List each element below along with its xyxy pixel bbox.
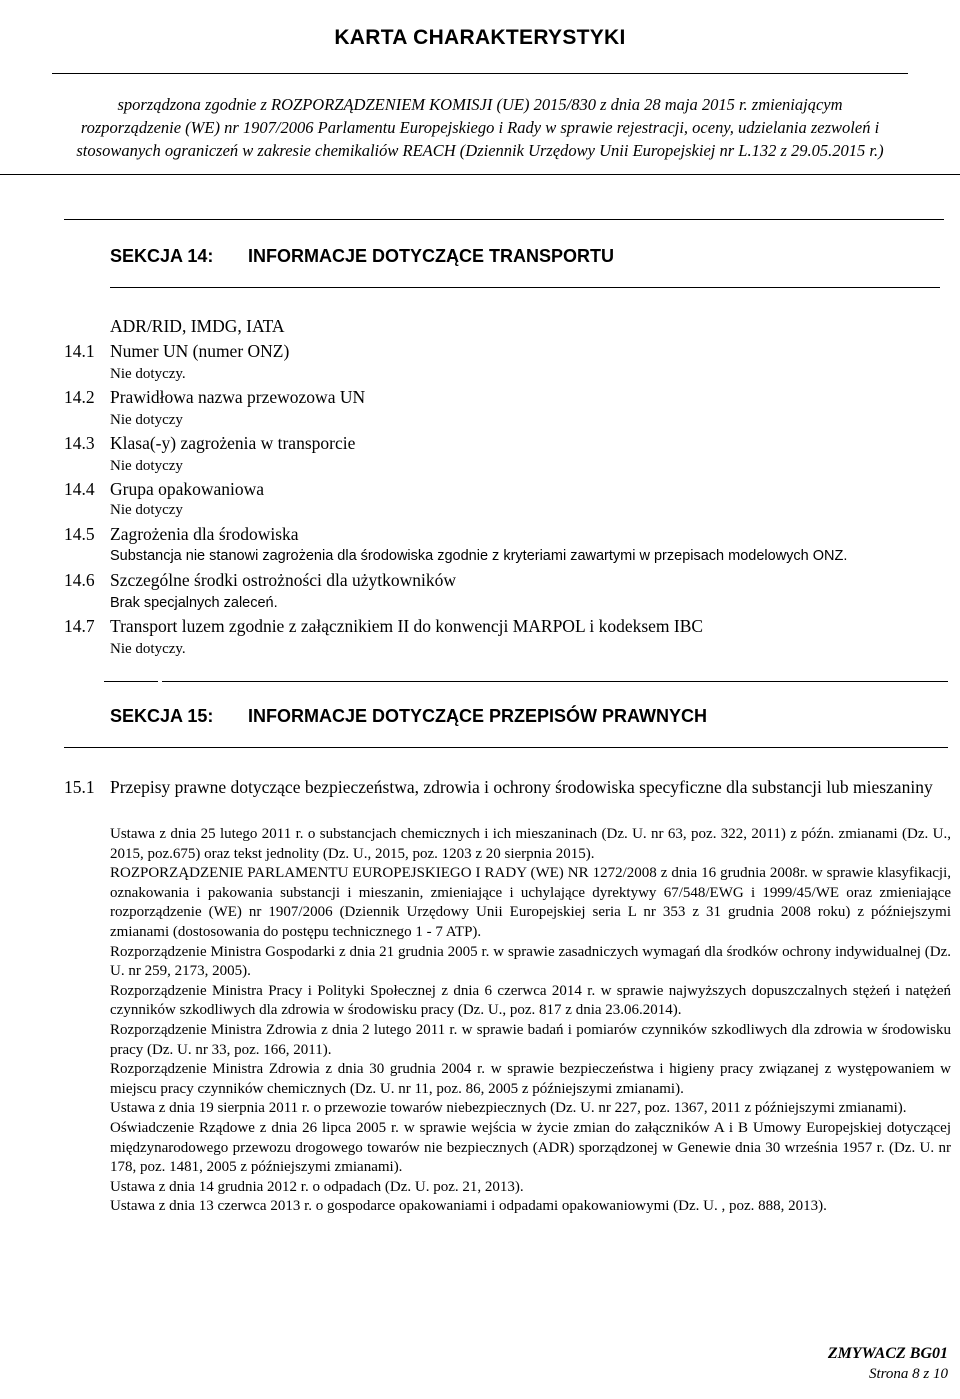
subsection-number: 15.1 — [64, 777, 95, 797]
section-divider — [110, 287, 940, 288]
subsection-label: Grupa opakowaniowa — [110, 479, 265, 499]
subsection-label: Transport luzem zgodnie z załącznikiem II do konwencji MARPOL i kodeksem IBC — [110, 616, 704, 636]
product-code: ZMYWACZ BG01 — [827, 1345, 948, 1362]
subsection-15-1 — [64, 776, 951, 798]
regulations-list — [110, 825, 951, 1217]
section-divider — [162, 681, 948, 682]
subsection-number: 14.4 — [64, 479, 95, 499]
header-rule — [52, 73, 908, 74]
subsection-value: Brak specjalnych zaleceń. — [110, 595, 278, 611]
header-subtitle-line: sporządzona zgodnie z ROZPORZĄDZENIEM KOMISJI (UE) 2015/830 z dnia 28 maja 2015 r. zmieniającym — [117, 95, 843, 114]
regulation-entry: Oświadczenie Rządowe z dnia 26 lipca 2005 r. w sprawie wejścia w życie zmian do załączników A i B Umowy Europejskiej dotyczącej międzynarodowego przewozu drogowego towarów nie bezpiecznych (ADR) sporządzonej w Genewie dnia 30 września 1957 r. (Dz. U. nr 178, poz. 1481, 2005 z późniejszymi zmianami). — [110, 1119, 951, 1176]
header-bottom-rule — [0, 174, 960, 175]
subsection-label: Klasa(-y) zagrożenia w transporcie — [110, 433, 356, 453]
subsection-14-7 — [64, 616, 703, 637]
subsection-label: Prawidłowa nazwa przewozowa UN — [110, 387, 366, 407]
subsection-number: 14.1 — [64, 341, 95, 361]
subsection-value: Nie dotyczy. — [110, 641, 186, 657]
subsection-value: Nie dotyczy — [110, 502, 183, 518]
subsection-label: Zagrożenia dla środowiska — [110, 524, 299, 544]
subsection-number: 14.6 — [64, 570, 95, 590]
regulation-entry: Rozporządzenie Ministra Zdrowia z dnia 30 grudnia 2004 r. w sprawie bezpieczeństwa i higieny pracy związanej z występowaniem w miejscu pracy czynników chemicznych (Dz. U. nr 11, poz. 86, 2005 z późniejszymi zmianami). — [110, 1061, 951, 1097]
subsection-label: Numer UN (numer ONZ) — [110, 341, 290, 361]
transport-regulations: ADR/RID, IMDG, IATA — [110, 316, 285, 336]
regulation-entry: Rozporządzenie Ministra Zdrowia z dnia 2 lutego 2011 r. w sprawie badań i pomiarów czynników szkodliwych dla zdrowia w środowisku pracy (Dz. U. nr 33, poz. 166, 2011). — [110, 1021, 951, 1058]
regulation-entry: Ustawa z dnia 25 lutego 2011 r. o substancjach chemicznych i ich mieszaninach (Dz. U. nr 63, poz. 322, 2011) z późn. zmianami (Dz. U., 2015, poz.675) oraz tekst jednolity (Dz. U., 2015, poz. 1203 z 20 sierpnia 2015). — [110, 826, 951, 862]
subsection-value: Nie dotyczy — [110, 412, 183, 428]
subsection-value: Nie dotyczy. — [110, 366, 186, 382]
section-title: INFORMACJE DOTYCZĄCE TRANSPORTU — [248, 246, 615, 266]
subsection-value: Substancja nie stanowi zagrożenia dla środowiska zgodnie z kryteriami zawartymi w przepisach modelowych ONZ. — [110, 548, 848, 564]
subsection-label: Przepisy prawne dotyczące bezpieczeństwa, zdrowia i ochrony środowiska specyficzne dla substancji lub mieszaniny — [110, 777, 933, 797]
subsection-label: Szczególne środki ostrożności dla użytkowników — [110, 570, 457, 590]
subsection-14-1 — [64, 341, 289, 362]
subsection-number: 14.5 — [64, 524, 95, 544]
regulation-entry: Rozporządzenie Ministra Pracy i Polityki Społecznej z dnia 6 czerwca 2014 r. w sprawie najwyższych dopuszczalnych stężeń i natężeń czynników szkodliwych dla zdrowia w środowisku pracy (Dz. U., poz. 817 z dnia 23.06.2014). — [110, 982, 951, 1019]
page-number: Strona 8 z 10 — [868, 1366, 948, 1382]
regulation-entry: Ustawa z dnia 14 grudnia 2012 r. o odpadach (Dz. U. poz. 21, 2013). — [110, 1178, 524, 1195]
regulation-entry: Ustawa z dnia 13 czerwca 2013 r. o gospodarce opakowaniami i odpadami opakowaniowymi (Dz. U. , poz. 888, 2013). — [110, 1198, 827, 1215]
subsection-14-4 — [64, 479, 264, 500]
regulation-entry: Ustawa z dnia 19 sierpnia 2011 r. o przewozie towarów niebezpiecznych (Dz. U. nr 227, poz. 1367, 2011 z późniejszymi zmianami). — [110, 1100, 907, 1117]
section-divider — [64, 747, 948, 748]
regulation-entry: Rozporządzenie Ministra Gospodarki z dnia 21 grudnia 2005 r. w sprawie zasadniczych wymagań dla środków ochrony indywidualnej (Dz. U. nr 259, 2173, 2005). — [110, 943, 951, 980]
subsection-number: 14.2 — [64, 387, 95, 407]
section-number: SEKCJA 15: — [110, 706, 214, 726]
header-subtitle-line: rozporządzenie (WE) nr 1907/2006 Parlamentu Europejskiego i Rady w sprawie rejestracji, oceny, udzielania zezwoleń i — [80, 118, 880, 137]
section-15-heading — [110, 706, 707, 727]
subsection-number: 14.3 — [64, 433, 95, 453]
section-number: SEKCJA 14: — [110, 246, 214, 266]
subsection-14-5 — [64, 524, 299, 545]
regulation-entry: ROZPORZĄDZENIE PARLAMENTU EUROPEJSKIEGO I RADY (WE) NR 1272/2008 z dnia 16 grudnia 2008r. w sprawie klasyfikacji, oznakowania i pakowania substancji i mieszanin, zmieniające i uchylające dyrektywy 67/548/EWG i 1999/45/WE oraz zmieniające rozporządzenie (WE) nr 1907/2006 (Dziennik Urzędowy Unii Europejskiej seria L nr 353 z 31 grudnia 2008 roku) z późniejszymi zmianami (dostosowania do postępu technicznego 1 - 7 ATP). — [110, 865, 951, 940]
subsection-14-2 — [64, 387, 365, 408]
section-divider — [64, 219, 944, 220]
subsection-14-6 — [64, 570, 456, 591]
subsection-value: Nie dotyczy — [110, 458, 183, 474]
section-title: INFORMACJE DOTYCZĄCE PRZEPISÓW PRAWNYCH — [248, 706, 708, 726]
subsection-number: 14.7 — [64, 616, 95, 636]
document-title: KARTA CHARAKTERYSTYKI — [334, 26, 626, 49]
section-divider — [104, 681, 158, 682]
section-14-heading — [110, 246, 614, 267]
subsection-14-3 — [64, 433, 355, 454]
header-subtitle-line: stosowanych ograniczeń w zakresie chemikaliów REACH (Dziennik Urzędowy Unii Europejskiej nr L.132 z 29.05.2015 r.) — [76, 141, 884, 160]
